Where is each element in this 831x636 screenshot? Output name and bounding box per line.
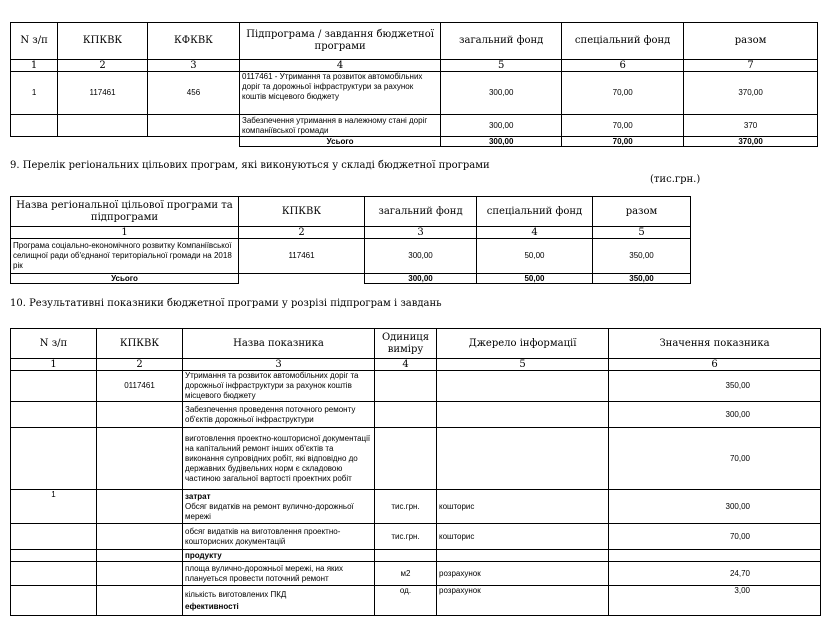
row-kpkvk bbox=[97, 586, 183, 616]
col-number: 4 bbox=[477, 227, 593, 239]
row-source: розрахунок bbox=[437, 586, 609, 616]
row-program-name: Програма соціально-економічного розвитку Компаніївської селищної ради об'єднаної територіальної громади на 2018 рік bbox=[11, 239, 239, 274]
row-value bbox=[609, 550, 821, 562]
row-special-fund: 70,00 bbox=[562, 115, 684, 137]
table-row bbox=[11, 115, 818, 137]
total-special-fund: 70,00 bbox=[562, 137, 684, 147]
header-subprogram: Підпрограма / завдання бюджетної програми bbox=[240, 23, 441, 60]
row-value: 24,70 bbox=[609, 562, 821, 586]
row-n bbox=[11, 550, 97, 562]
header-kpkvk: КПКВК bbox=[239, 197, 365, 227]
row-indicator-name: Утримання та розвиток автомобільних доріг та дорожньої інфраструктури за рахунок коштів місцевого бюджету bbox=[183, 371, 375, 402]
indicator-group-label: продукту bbox=[183, 550, 375, 562]
row-n: 1 bbox=[11, 72, 58, 115]
row-kpkvk: 117461 bbox=[58, 72, 148, 115]
row-value: 300,00 bbox=[609, 402, 821, 428]
total-special-fund: 50,00 bbox=[477, 274, 593, 284]
row-n bbox=[11, 524, 97, 550]
row-n bbox=[11, 562, 97, 586]
col-number: 3 bbox=[183, 359, 375, 371]
row-indicator-name: виготовлення проектно-кошторисної документації на капітальний ремонт інших об'єктів та виконання супровідних робіт, які відповідно до державних будівельних норм є складовою частиною загальної вартості проектних робіт bbox=[183, 428, 375, 490]
header-unit: Одиниця виміру bbox=[375, 329, 437, 359]
row-indicator-name bbox=[183, 586, 375, 616]
row-source bbox=[437, 428, 609, 490]
section9-unit: (тис.грн.) bbox=[650, 174, 701, 185]
row-source: розрахунок bbox=[437, 562, 609, 586]
col-number: 7 bbox=[684, 60, 818, 72]
row-value: 70,00 bbox=[609, 524, 821, 550]
total-general-fund: 300,00 bbox=[441, 137, 562, 147]
header-n: N з/п bbox=[11, 23, 58, 60]
row-special-fund: 70,00 bbox=[562, 72, 684, 115]
indicator-text: кількість виготовлених ПКД bbox=[185, 589, 287, 599]
row-n bbox=[11, 586, 97, 616]
row-unit bbox=[375, 402, 437, 428]
col-number: 2 bbox=[97, 359, 183, 371]
row-value: 70,00 bbox=[609, 428, 821, 490]
col-number: 5 bbox=[437, 359, 609, 371]
table-row bbox=[11, 402, 821, 428]
row-source: кошторис bbox=[437, 524, 609, 550]
row-kpkvk bbox=[97, 428, 183, 490]
row-kpkvk bbox=[97, 562, 183, 586]
col-number: 4 bbox=[375, 359, 437, 371]
row-name: Забезпечення утримання в належному стані доріг компаніївської громади bbox=[240, 115, 441, 137]
col-number: 5 bbox=[441, 60, 562, 72]
total-general-fund: 300,00 bbox=[365, 274, 477, 284]
table-row bbox=[11, 72, 818, 115]
col-number: 2 bbox=[58, 60, 148, 72]
col-number: 2 bbox=[239, 227, 365, 239]
row-n bbox=[11, 115, 58, 137]
table-row bbox=[11, 428, 821, 490]
row-source bbox=[437, 402, 609, 428]
table-row bbox=[11, 586, 821, 616]
regional-programs-table bbox=[10, 196, 691, 284]
row-source: кошторис bbox=[437, 490, 609, 524]
indicator-group-label: ефективності bbox=[185, 601, 239, 611]
header-general-fund: загальний фонд bbox=[441, 23, 562, 60]
table-row bbox=[11, 562, 821, 586]
total-label: Усього bbox=[240, 137, 441, 147]
row-source bbox=[437, 371, 609, 402]
row-n bbox=[11, 428, 97, 490]
row-kfkvk: 456 bbox=[147, 72, 239, 115]
col-number: 3 bbox=[147, 60, 239, 72]
col-number: 6 bbox=[562, 60, 684, 72]
section9-title: 9. Перелік регіональних цільових програм, які виконуються у складі бюджетної програми bbox=[10, 160, 490, 171]
row-general-fund: 300,00 bbox=[365, 239, 477, 274]
total-sum: 350,00 bbox=[593, 274, 691, 284]
row-indicator-name bbox=[183, 490, 375, 524]
header-kpkvk: КПКВК bbox=[58, 23, 148, 60]
header-total: разом bbox=[684, 23, 818, 60]
row-n bbox=[11, 371, 97, 402]
row-name: 0117461 - Утримання та розвиток автомобільних доріг та дорожньої інфраструктури за рахунок коштів місцевого бюджету bbox=[240, 72, 441, 115]
total-row bbox=[11, 274, 691, 284]
row-kpkvk bbox=[97, 490, 183, 524]
header-indicator-name: Назва показника bbox=[183, 329, 375, 359]
col-number: 3 bbox=[365, 227, 477, 239]
header-special-fund: спеціальний фонд bbox=[477, 197, 593, 227]
indicator-text: Обсяг видатків на ремонт вулично-дорожньої мережі bbox=[185, 501, 354, 521]
table-row bbox=[11, 239, 691, 274]
row-kpkvk: 117461 bbox=[239, 239, 365, 274]
row-indicator-name: площа вулично-дорожньої мережі, на яких плануеться провести поточний ремонт bbox=[183, 562, 375, 586]
col-number: 1 bbox=[11, 60, 58, 72]
row-total: 350,00 bbox=[593, 239, 691, 274]
section10-title: 10. Результативні показники бюджетної програми у розрізі підпрограм і завдань bbox=[10, 298, 442, 309]
col-number: 6 bbox=[609, 359, 821, 371]
program-table bbox=[10, 22, 818, 147]
row-indicator-name: Забезпечення проведення поточного ремонту об'єктів дорожньої інфраструктури bbox=[183, 402, 375, 428]
row-total: 370 bbox=[684, 115, 818, 137]
row-kpkvk bbox=[97, 524, 183, 550]
row-kpkvk bbox=[97, 402, 183, 428]
header-kpkvk: КПКВК bbox=[97, 329, 183, 359]
table-row bbox=[11, 524, 821, 550]
row-unit: тис.грн. bbox=[375, 524, 437, 550]
row-kpkvk bbox=[58, 115, 148, 137]
header-source: Джерело інформації bbox=[437, 329, 609, 359]
row-kpkvk: 0117461 bbox=[97, 371, 183, 402]
row-value: 300,00 bbox=[609, 490, 821, 524]
row-unit: од. bbox=[375, 586, 437, 616]
row-value: 350,00 bbox=[609, 371, 821, 402]
col-number: 4 bbox=[240, 60, 441, 72]
row-special-fund: 50,00 bbox=[477, 239, 593, 274]
header-n: N з/п bbox=[11, 329, 97, 359]
col-number: 1 bbox=[11, 359, 97, 371]
col-number: 5 bbox=[593, 227, 691, 239]
header-value: Значення показника bbox=[609, 329, 821, 359]
row-n: 1 bbox=[11, 490, 97, 524]
row-n bbox=[11, 402, 97, 428]
row-general-fund: 300,00 bbox=[441, 72, 562, 115]
row-source bbox=[437, 550, 609, 562]
total-row bbox=[11, 137, 818, 147]
header-special-fund: спеціальний фонд bbox=[562, 23, 684, 60]
header-program-name: Назва регіональної цільової програми та підпрограми bbox=[11, 197, 239, 227]
header-general-fund: загальний фонд bbox=[365, 197, 477, 227]
row-kfkvk bbox=[147, 115, 239, 137]
table-row bbox=[11, 371, 821, 402]
header-total: разом bbox=[593, 197, 691, 227]
header-kfkvk: КФКВК bbox=[147, 23, 239, 60]
total-label: Усього bbox=[11, 274, 239, 284]
row-unit: тис.грн. bbox=[375, 490, 437, 524]
row-total: 370,00 bbox=[684, 72, 818, 115]
row-value: 3,00 bbox=[609, 586, 821, 616]
indicators-table bbox=[10, 328, 821, 616]
row-unit bbox=[375, 371, 437, 402]
row-unit: м2 bbox=[375, 562, 437, 586]
table-row bbox=[11, 490, 821, 524]
row-indicator-name: обсяг видатків на виготовлення проектно-кошторисних документацій bbox=[183, 524, 375, 550]
row-unit bbox=[375, 428, 437, 490]
row-kpkvk bbox=[97, 550, 183, 562]
indicator-group-label: затрат bbox=[185, 491, 211, 501]
row-unit bbox=[375, 550, 437, 562]
col-number: 1 bbox=[11, 227, 239, 239]
total-sum: 370,00 bbox=[684, 137, 818, 147]
table-row bbox=[11, 550, 821, 562]
row-general-fund: 300,00 bbox=[441, 115, 562, 137]
